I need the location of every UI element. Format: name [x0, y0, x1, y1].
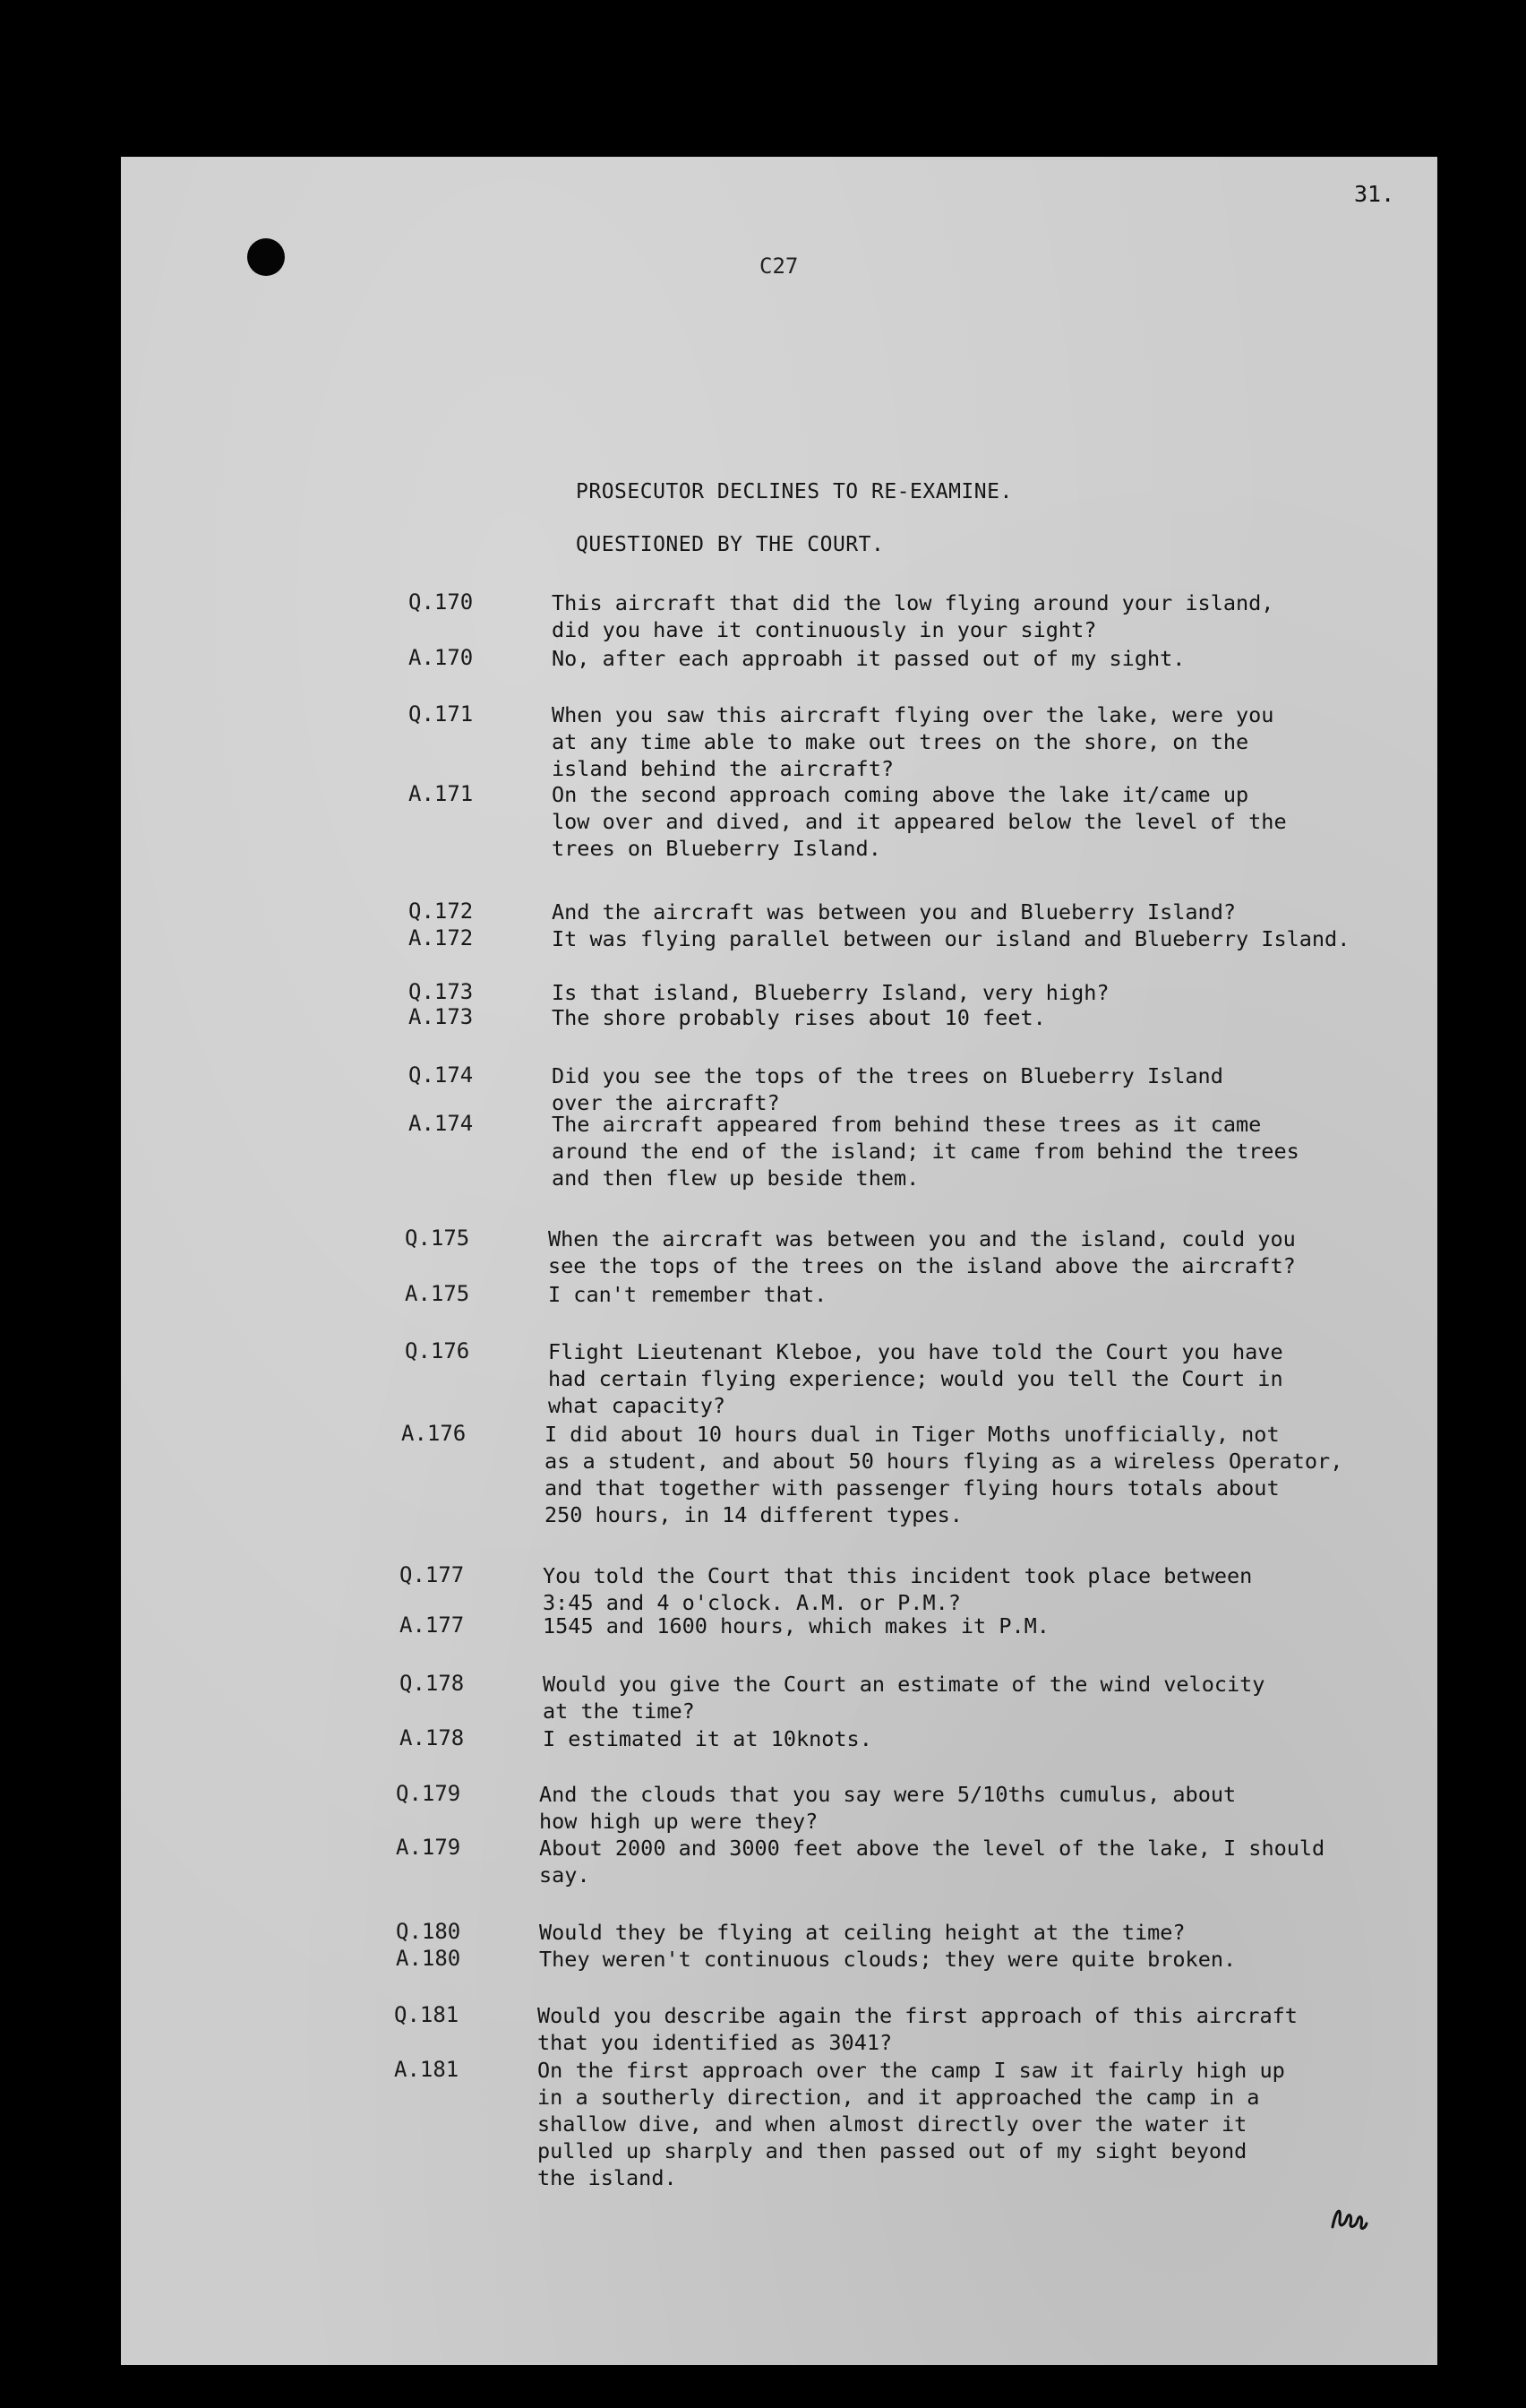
entry-text: Would they be flying at ceiling height at the time? — [539, 1920, 1186, 1945]
entry-label: A.174 — [408, 1111, 474, 1136]
entry-label: Q.172 — [408, 899, 474, 924]
entry-label: A.178 — [399, 1725, 465, 1750]
entry-text: When the aircraft was between you and the island, could you see the tops of the trees on the island above the aircraft? — [548, 1226, 1296, 1278]
entry-text: Would you give the Court an estimate of the wind velocity at the time? — [543, 1672, 1265, 1724]
entry-label: A.180 — [396, 1946, 461, 1971]
entry-text: When you saw this aircraft flying over the lake, were you at any time able to make out trees on the shore, on the island behind the aircraft? — [552, 702, 1274, 781]
document-code: C27 — [759, 254, 799, 279]
entry-label: A.172 — [408, 925, 474, 950]
punch-hole — [247, 238, 285, 276]
entry-text: 1545 and 1600 hours, which makes it P.M. — [543, 1613, 1050, 1638]
entry-label: Q.170 — [408, 589, 474, 615]
entry-label: Q.179 — [396, 1781, 461, 1806]
entry-label: Q.171 — [408, 701, 474, 727]
entry-text: They weren't continuous clouds; they were quite broken. — [539, 1947, 1237, 1972]
entry-label: A.177 — [399, 1612, 465, 1638]
entry-label: A.176 — [401, 1421, 467, 1446]
entry-label: A.173 — [408, 1004, 474, 1029]
entry-label: Q.181 — [394, 2002, 459, 2027]
entry-text: The aircraft appeared from behind these trees as it came around the end of the island; it came from behind the trees and then flew up beside them. — [552, 1112, 1299, 1191]
entry-text: It was flying parallel between our island and Blueberry Island. — [552, 926, 1350, 951]
entry-label: Q.178 — [399, 1671, 465, 1696]
entry-text: And the clouds that you say were 5/10ths cumulus, about how high up were they? — [539, 1782, 1237, 1834]
entry-text: I did about 10 hours dual in Tiger Moths unofficially, not as a student, and about 50 hours flying as a wireless Operator, and that together with passenger flying hours totals about 250 hours, in 14 different types. — [544, 1422, 1343, 1527]
entry-text: Did you see the tops of the trees on Blueberry Island over the aircraft? — [552, 1063, 1223, 1115]
entry-label: Q.173 — [408, 979, 474, 1004]
entry-text: You told the Court that this incident took place between 3:45 and 4 o'clock. A.M. or P.M.? — [543, 1563, 1253, 1615]
entry-text: I can't remember that. — [548, 1282, 827, 1307]
entry-label: Q.177 — [399, 1562, 465, 1587]
entry-text: On the first approach over the camp I saw it fairly high up in a southerly direction, and it approached the camp in a shallow dive, and when almost directly over the water it pulled up sharply and then passed out of my sight beyond the island. — [537, 2058, 1285, 2190]
heading-questioned-by-court: QUESTIONED BY THE COURT. — [576, 533, 885, 556]
entry-text: And the aircraft was between you and Blueberry Island? — [552, 899, 1237, 924]
entry-label: Q.176 — [405, 1338, 470, 1363]
entry-label: A.181 — [394, 2057, 459, 2082]
entry-label: Q.180 — [396, 1919, 461, 1944]
entry-label: A.170 — [408, 645, 474, 670]
entry-text: No, after each approabh it passed out of my sight. — [552, 646, 1186, 671]
heading-prosecutor: PROSECUTOR DECLINES TO RE-EXAMINE. — [576, 480, 1013, 503]
entry-label: Q.175 — [405, 1226, 470, 1251]
entry-text: Is that island, Blueberry Island, very high? — [552, 980, 1110, 1005]
entry-text: On the second approach coming above the lake it/came up low over and dived, and it appeared below the level of the trees on Blueberry Island. — [552, 782, 1287, 861]
entry-label: Q.174 — [408, 1062, 474, 1088]
entry-label: A.171 — [408, 781, 474, 806]
entry-label: A.175 — [405, 1281, 470, 1306]
entry-text: The shore probably rises about 10 feet. — [552, 1005, 1046, 1030]
entry-text: I estimated it at 10knots. — [543, 1726, 872, 1751]
entry-text: Would you describe again the first approach of this aircraft that you identified as 3041? — [537, 2003, 1298, 2055]
entry-label: A.179 — [396, 1835, 461, 1860]
entry-text: Flight Lieutenant Kleboe, you have told the Court you have had certain flying experience; would you tell the Court in what capacity? — [548, 1339, 1283, 1418]
page-number: 31. — [1354, 181, 1395, 207]
entry-text: About 2000 and 3000 feet above the level of the lake, I should say. — [539, 1836, 1325, 1888]
entry-text: This aircraft that did the low flying around your island, did you have it continuously in your sight? — [552, 590, 1274, 642]
handwritten-initials — [1329, 2202, 1368, 2234]
